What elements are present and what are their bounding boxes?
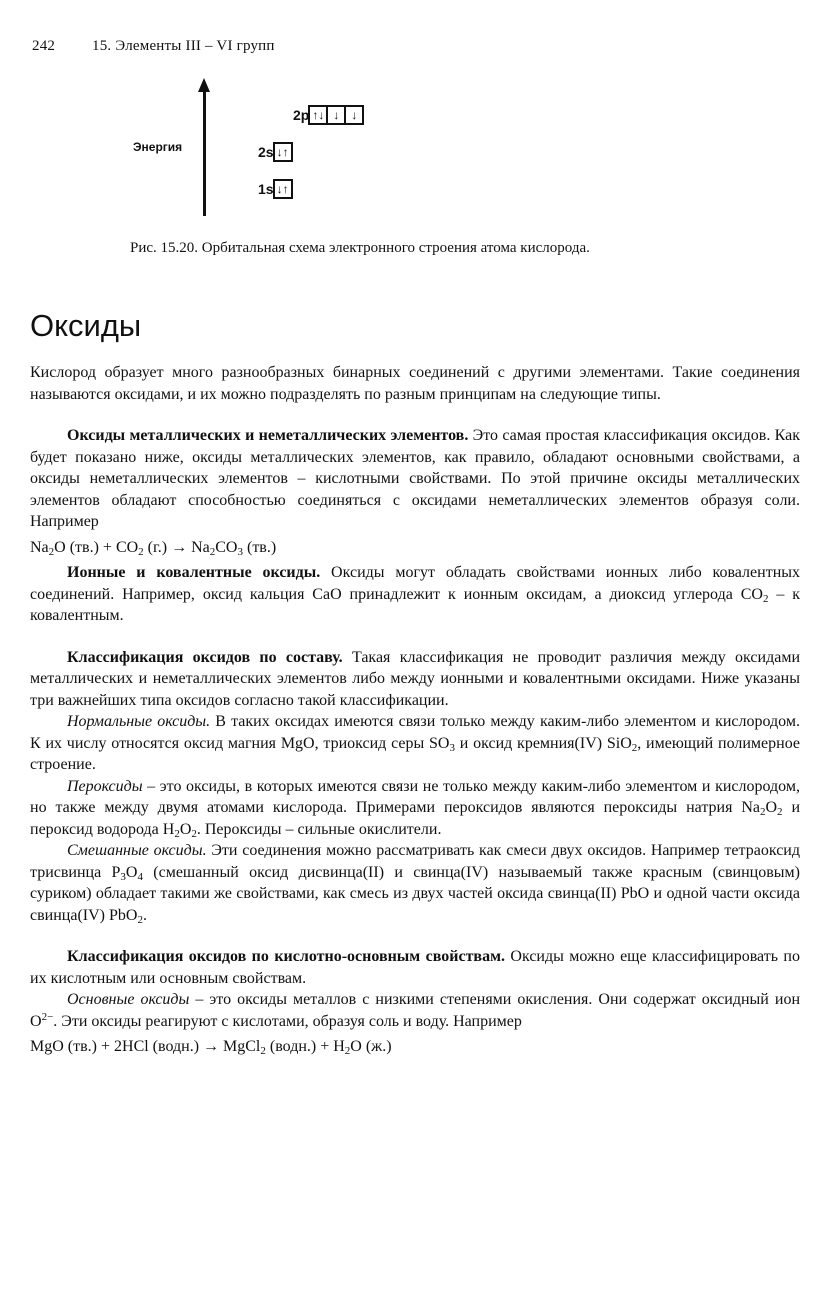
paragraph-peroxides: Пероксиды – это оксиды, в которых имеются связи не только между каким-либо элементом и кислородом, но также между двумя атомами кислорода. Примерами пероксидов являются пероксиды натрия $Na_2O_2$ и пероксид водорода $H_2O_2$. Пероксиды – сильные окислители. [30, 777, 801, 840]
orbital-label: 2p [293, 107, 310, 123]
orbital-label: 2s [258, 144, 274, 160]
orbital-1s [258, 179, 293, 199]
equation-mgo: MgO (тв.) + 2HCl (водн.) → MgCl$_2$ (водн.) + $H_2O$ (ж.) [30, 1038, 392, 1057]
paragraph-heading: Смешанные оксиды. [67, 842, 207, 859]
orbital-box: ↓↑ [273, 179, 293, 199]
orbital-box: ↑↓ [308, 105, 328, 125]
page-number: 242 [32, 38, 56, 54]
energy-label: Энергия [133, 140, 183, 154]
orbital-box: ↓↑ [273, 142, 293, 162]
paragraph-composition: Классификация оксидов по составу. Такая классификация не проводит различия между оксидами металлических и неметаллических элементов либо между ионными и ковалентными оксидами. Ниже указаны три важнейших типа оксидов согласно такой классификации. [30, 648, 800, 709]
paragraph-metal-nonmetal: Оксиды металлических и неметаллических элементов. Это самая простая классификация оксидов. Как будет показано ниже, оксиды металлических элементов, как правило, обладают основными свойствами, а оксиды неметаллических элементов – кислотными свойствами. По этой причине оксиды металлических элементов обладают способностью соединяться с оксидами неметаллических элементов образуя соли. Например [30, 427, 801, 530]
paragraph-heading: Пероксиды [67, 777, 143, 795]
page-header [32, 38, 275, 55]
energy-axis [203, 90, 206, 216]
chapter-title: 15. Элементы III – VI групп [92, 38, 275, 54]
paragraph-normal-oxides: Нормальные оксиды. В таких оксидах имеются связи только между каким-либо элементом и кислородом. К их числу относятся оксид магния MgO, триоксид серы $SO_3$ и оксид кремния(IV) SiO$_2$, имеющий полимерное строение. [30, 713, 801, 773]
paragraph-heading: Основные оксиды [67, 991, 190, 1008]
orbital-box: ↓ [326, 105, 346, 125]
paragraph-acid-base: Классификация оксидов по кислотно-основным свойствам. Оксиды можно еще классифицировать по их кислотным или основным свойствам. [30, 948, 800, 987]
intro-paragraph: Кислород образует много разнообразных бинарных соединений с другими элементами. Такие соединения называются оксидами, и их можно подразделять по разным принципам на следующие типы. [30, 364, 800, 403]
orbital-box: ↓ [344, 105, 364, 125]
section-title: Оксиды [30, 308, 142, 343]
orbital-label: 1s [258, 181, 274, 197]
paragraph-heading: Ионные и ковалентные оксиды. [67, 564, 321, 581]
paragraph-heading: Классификация оксидов по составу. [67, 648, 343, 666]
orbital-2s [258, 142, 293, 162]
paragraph-heading: Нормальные оксиды. [67, 713, 211, 730]
paragraph-heading: Оксиды металлических и неметаллических элементов. [67, 427, 469, 444]
paragraph-heading: Классификация оксидов по кислотно-основным свойствам. [67, 948, 505, 965]
equation-na2o: $Na_2O$ $(тв.) + CO_2$ $(г.) \to Na_2CO_3$ (тв.) [30, 538, 277, 558]
orbital-diagram [130, 78, 430, 223]
paragraph-basic-oxides: Основные оксиды – это оксиды металлов с низкими степенями окисления. Они содержат оксидный ион $O^{2-}$. Эти оксиды реагируют с кислотами, образуя соль и воду. Например [30, 991, 801, 1030]
orbital-2p [293, 105, 364, 125]
main-text [30, 362, 800, 1062]
paragraph-ionic-covalent: Ионные и ковалентные оксиды. Оксиды могут обладать свойствами ионных либо ковалентных соединений. Например, оксид кальция CaO принадлежит к ионным оксидам, а диоксид углерода $CO_2$ – к ковалентным. [30, 564, 801, 624]
figure-caption: Рис. 15.20. Орбитальная схема электронного строения атома кислорода. [130, 240, 590, 256]
paragraph-mixed-oxides: Смешанные оксиды. Эти соединения можно рассматривать как смеси двух оксидов. Например тетраоксид трисвинца $P_3O_4$ (смешанный оксид дисвинца(II) и свинца(IV) называемый также красным (свинцовым) суриком) обладает такими же свойствами, как смесь из двух частей оксида свинца(II) PbO и одной части оксида свинца(IV) PbO$_2$. [30, 842, 800, 926]
